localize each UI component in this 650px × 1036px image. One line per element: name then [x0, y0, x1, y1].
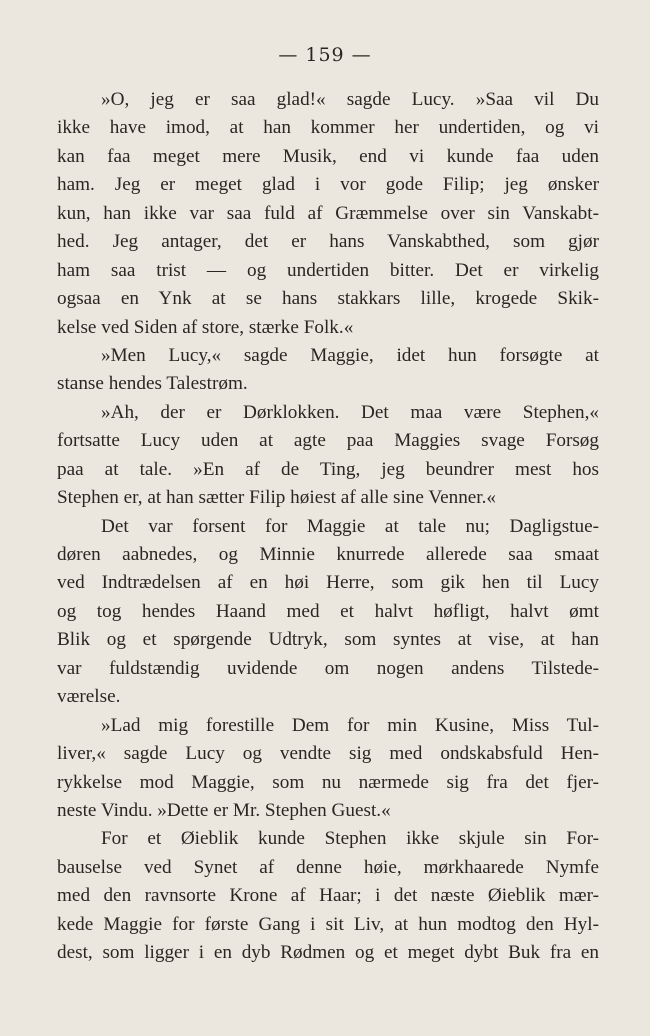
text-line: Blik og et spørgende Udtryk, som syntes at vise, at han — [57, 629, 599, 651]
page-number: — 159 — — [278, 44, 372, 66]
text-line: med den ravnsorte Krone af Haar; i det næste Øieblik mær- — [57, 885, 599, 907]
text-line: »O, jeg er saa glad!« sagde Lucy. »Saa vil Du — [101, 89, 599, 110]
text-line: kun, han ikke var saa fuld af Græmmelse over sin Vanskabt- — [57, 202, 599, 224]
text-line: Stephen er, at han sætter Filip høiest af alle sine Venner.« — [57, 487, 497, 509]
text-line: døren aabnedes, og Minnie knurrede allerede saa smaat — [57, 544, 599, 565]
text-line: var fuldstændig uvidende om nogen andens Tilstede- — [57, 657, 599, 679]
text-line: ham. Jeg er meget glad i vor gode Filip; jeg ønsker — [57, 174, 599, 196]
text-line: og tog hendes Haand med et halvt høfligt, halvt ømt — [57, 600, 599, 622]
text-line: Det var forsent for Maggie at tale nu; Dagligstue- — [101, 515, 599, 537]
text-line: ved Indtrædelsen af en høi Herre, som gik hen til Lucy — [57, 572, 599, 594]
text-line: værelse. — [57, 686, 121, 708]
text-line: ogsaa en Ynk at se hans stakkars lille, krogede Skik- — [57, 288, 599, 310]
text-line: fortsatte Lucy uden at agte paa Maggies svage Forsøg — [57, 430, 599, 452]
text-line: kelse ved Siden af store, stærke Folk.« — [57, 316, 354, 338]
text-line: stanse hendes Talestrøm. — [57, 373, 248, 395]
text-line: »Lad mig forestille Dem for min Kusine, Miss Tul- — [101, 714, 599, 736]
text-line: »Men Lucy,« sagde Maggie, idet hun forsøgte at — [101, 344, 599, 366]
text-line: dest, som ligger i en dyb Rødmen og et meget dybt Buk fra en — [57, 942, 599, 964]
text-line: paa at tale. »En af de Ting, jeg beundrer mest hos — [57, 458, 599, 480]
text-line: bauselse ved Synet af denne høie, mørkhaarede Nymfe — [57, 856, 599, 878]
text-line: liver,« sagde Lucy og vendte sig med ondskabsfuld Hen- — [57, 743, 599, 765]
text-line: For et Øieblik kunde Stephen ikke skjule sin For- — [101, 828, 599, 850]
text-line: kan faa meget mere Musik, end vi kunde faa uden — [57, 145, 599, 167]
body-text — [57, 86, 599, 968]
text-line: ham saa trist — og undertiden bitter. Det er virkelig — [57, 259, 599, 281]
text-line: neste Vindu. »Dette er Mr. Stephen Guest.« — [57, 799, 391, 821]
text-line: »Ah, der er Dørklokken. Det maa være Stephen,« — [101, 401, 599, 423]
text-line: ikke have imod, at han kommer her undertiden, og vi — [57, 117, 599, 139]
text-line: rykkelse mod Maggie, som nu nærmede sig fra det fjer- — [57, 771, 599, 793]
text-line: hed. Jeg antager, det er hans Vanskabthed, som gjør — [57, 231, 599, 253]
text-line: kede Maggie for første Gang i sit Liv, at hun modtog den Hyl- — [57, 913, 599, 935]
